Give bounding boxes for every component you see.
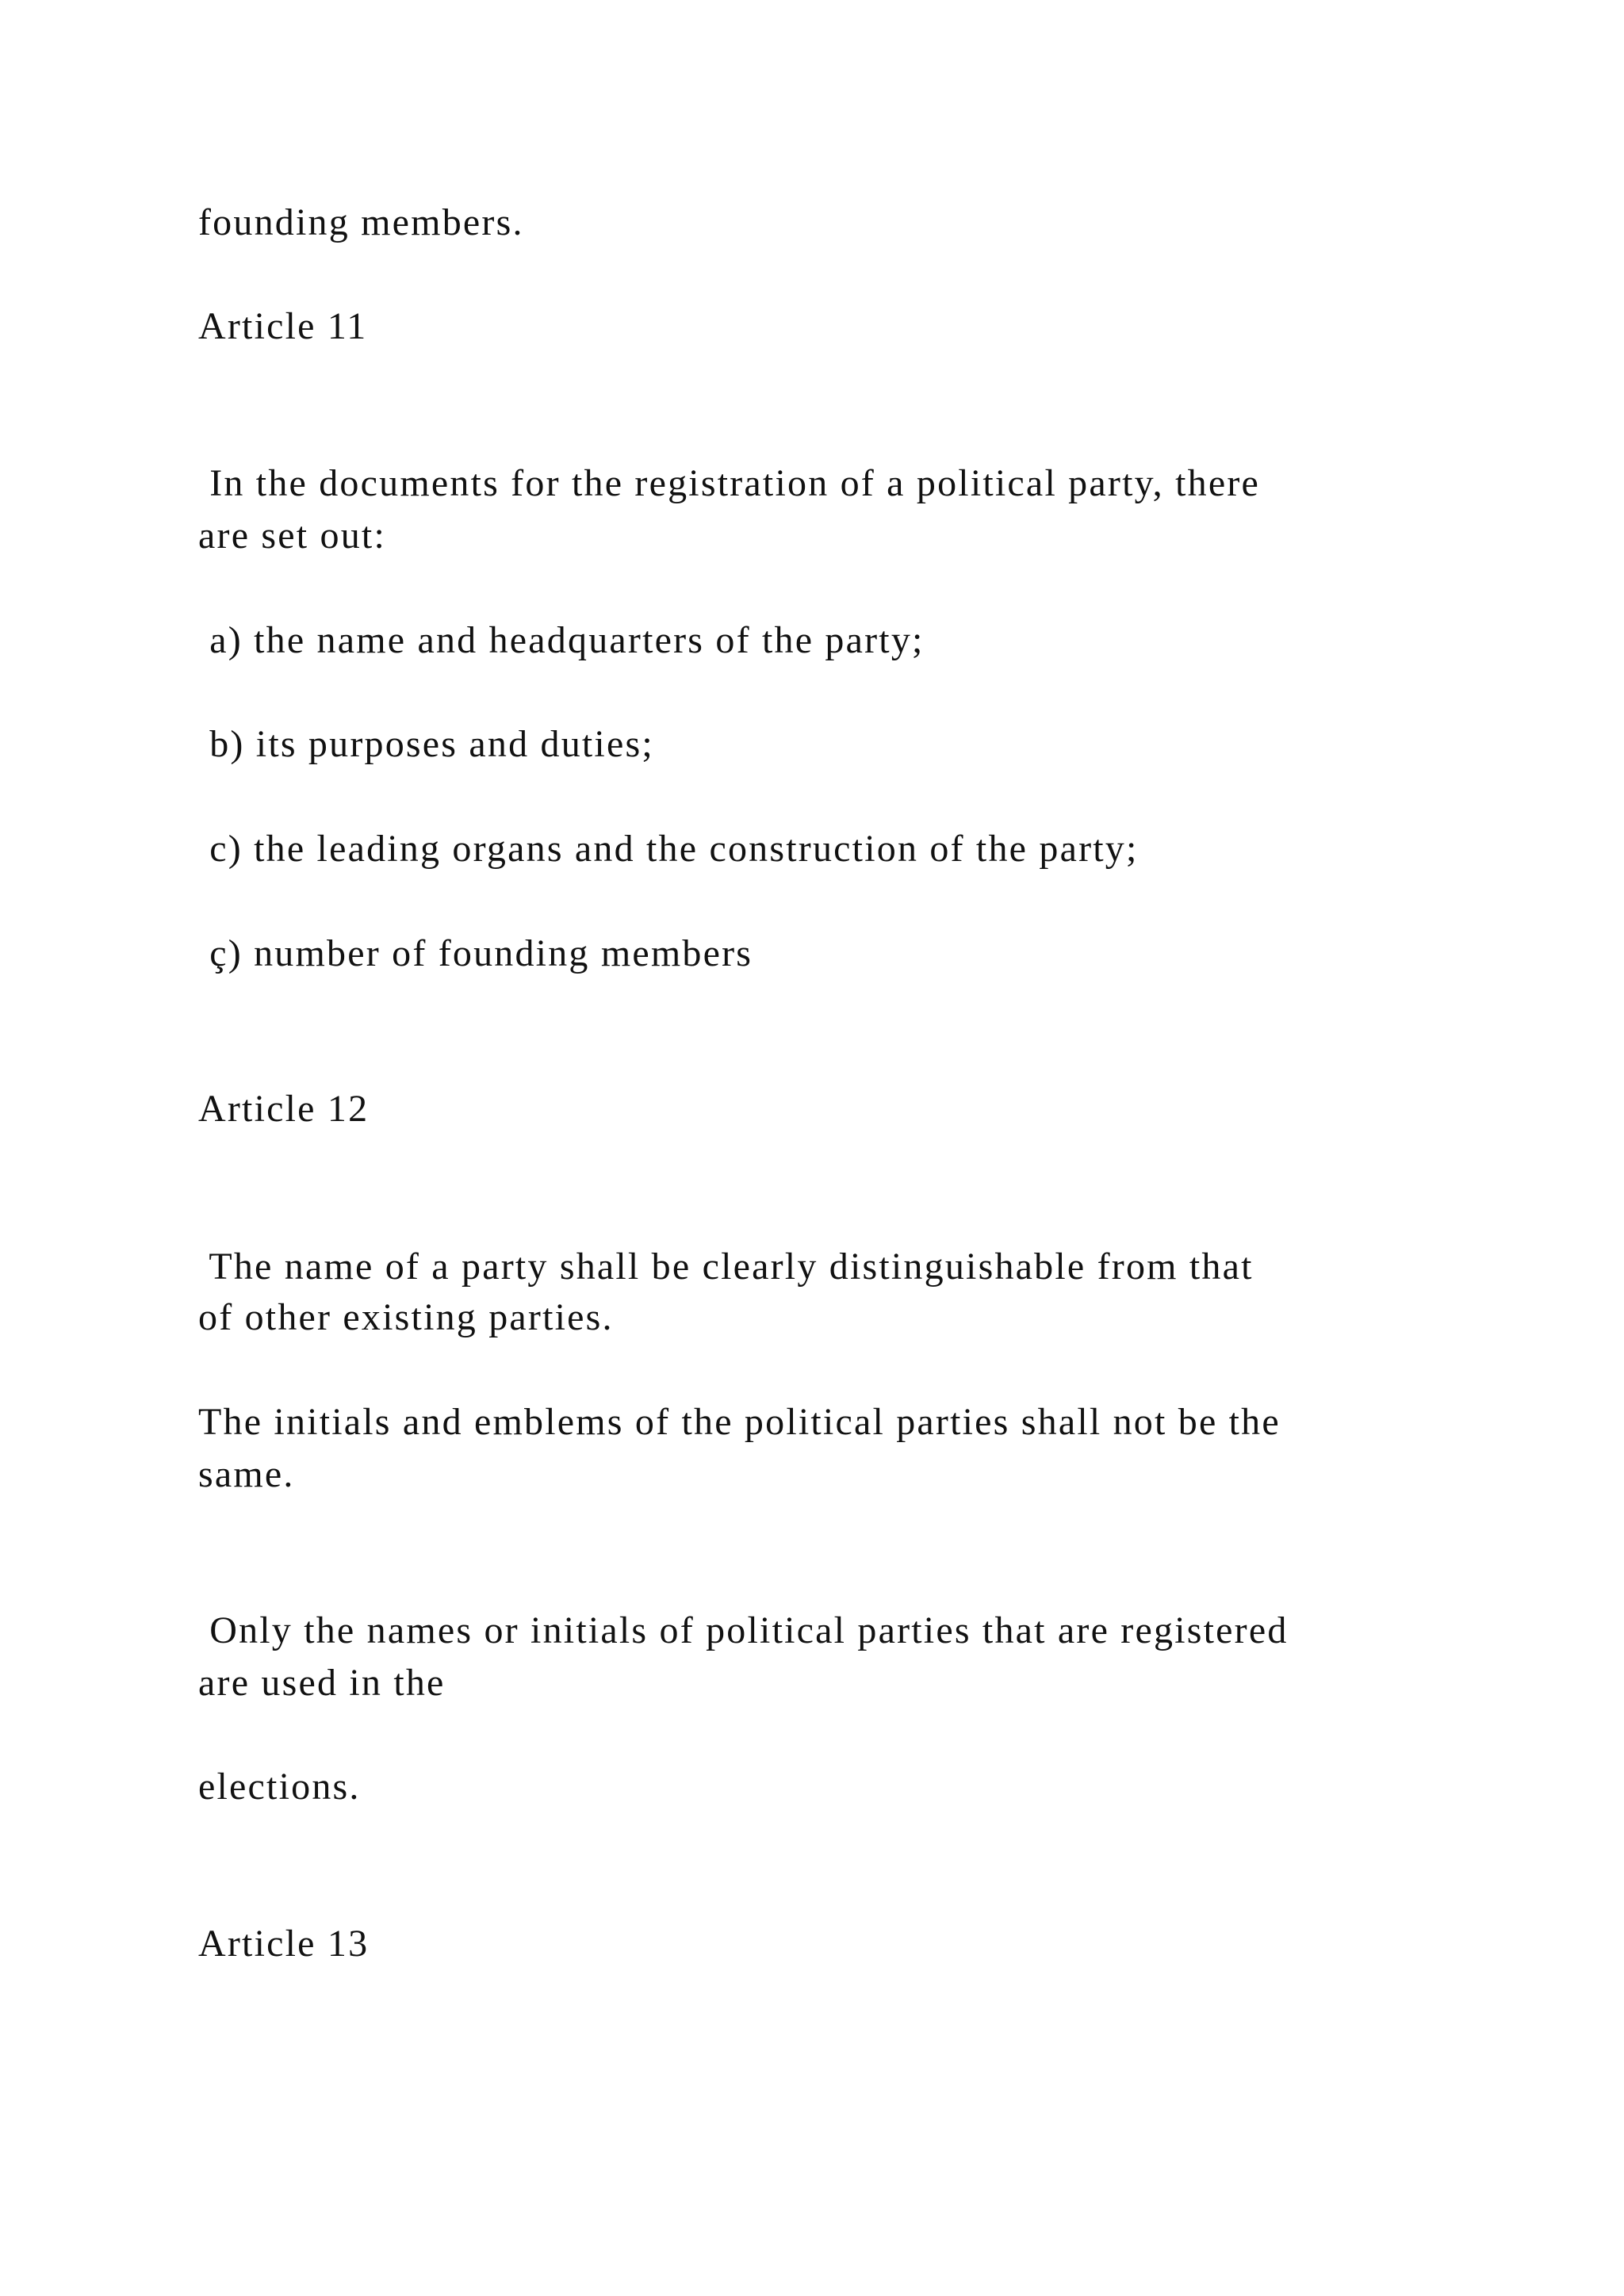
- text-line: same.: [198, 1453, 295, 1495]
- text-line: Only the names or initials of political parties that are registered: [198, 1609, 1289, 1651]
- list-item: b) its purposes and duties;: [198, 723, 654, 765]
- text-line: elections.: [198, 1766, 361, 1808]
- list-item: c) the leading organs and the construction of the party;: [198, 828, 1139, 870]
- article-heading: Article 12: [198, 1088, 370, 1130]
- list-item: a) the name and headquarters of the party;: [198, 619, 925, 661]
- text-line: The name of a party shall be clearly distinguishable from that: [198, 1246, 1254, 1288]
- text-line: founding members.: [198, 201, 524, 243]
- list-item: ç) number of founding members: [198, 932, 753, 974]
- text-line: In the documents for the registration of a political party, there: [198, 462, 1261, 504]
- text-line: are set out:: [198, 515, 386, 557]
- text-line: of other existing parties.: [198, 1296, 614, 1338]
- article-heading: Article 11: [198, 305, 368, 347]
- article-heading: Article 13: [198, 1923, 370, 1965]
- text-line: The initials and emblems of the political parties shall not be the: [198, 1401, 1281, 1443]
- text-line: are used in the: [198, 1662, 446, 1704]
